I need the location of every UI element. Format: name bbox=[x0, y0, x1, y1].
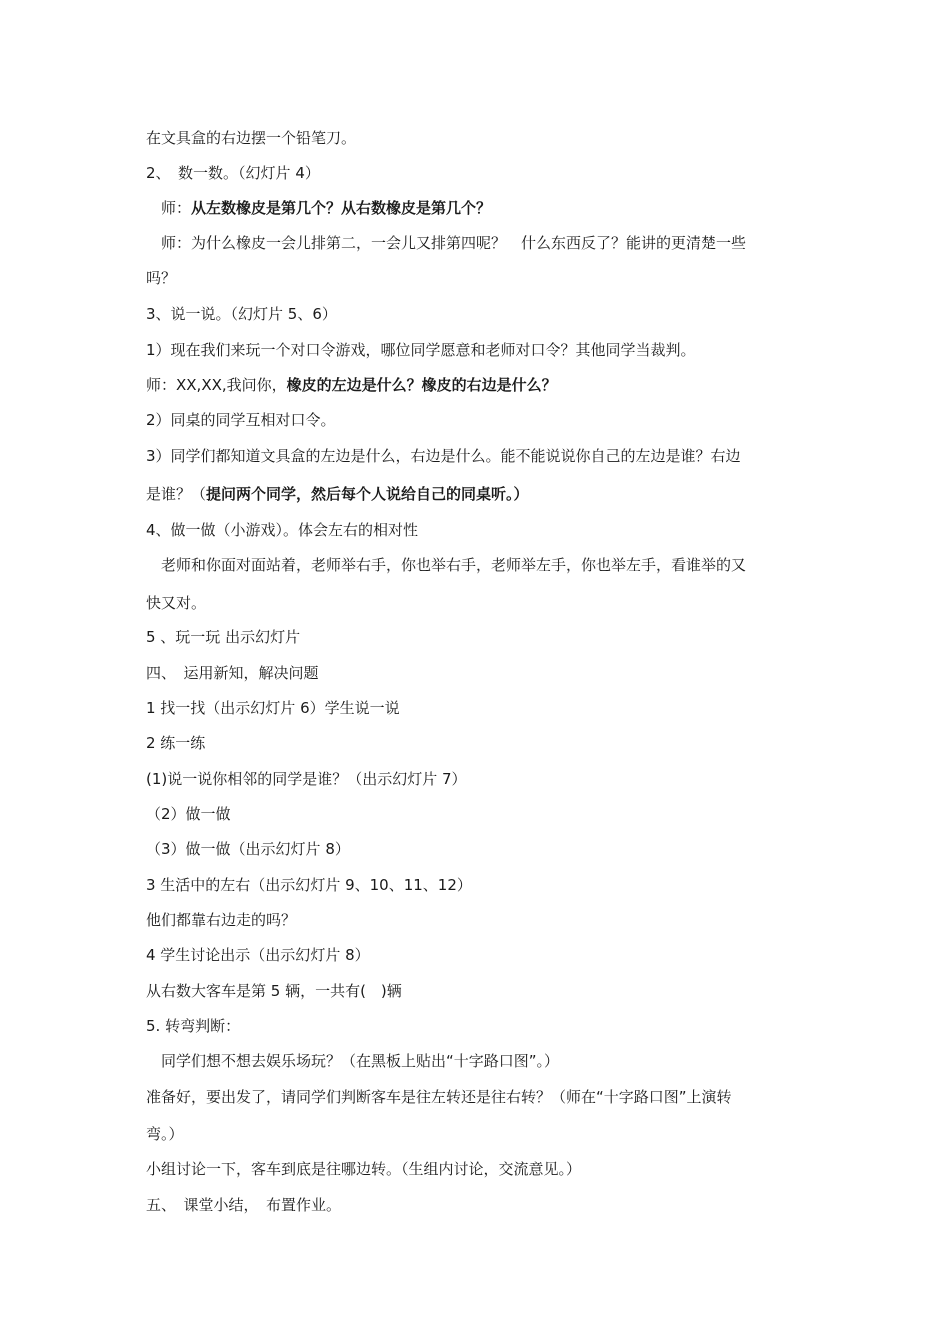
text-line: 在文具盒的右边摆一个铅笔刀。 bbox=[146, 129, 357, 147]
text-line: （3）做一做（出示幻灯片 8） bbox=[146, 840, 350, 858]
text-line: 从右数大客车是第 5 辆，一共有( )辆 bbox=[146, 982, 402, 1000]
text-line: 快又对。 bbox=[146, 594, 207, 612]
speaker-label: 师：XX,XX,我问你， bbox=[146, 376, 287, 394]
text-line: (1)说一说你相邻的同学是谁？（出示幻灯片 7） bbox=[146, 770, 467, 788]
text-line: 五、 课堂小结， 布置作业。 bbox=[146, 1196, 342, 1214]
text-line bbox=[146, 484, 824, 504]
text-line: 吗？ bbox=[146, 269, 177, 287]
text-line: 2、 数一数。（幻灯片 4） bbox=[146, 164, 320, 182]
text-line: 3）同学们都知道文具盒的左边是什么，右边是什么。能不能说说你自己的左边是谁？右边 bbox=[146, 447, 741, 465]
text-line: 5 、玩一玩 出示幻灯片 bbox=[146, 628, 301, 646]
text-line: 1 找一找（出示幻灯片 6）学生说一说 bbox=[146, 699, 400, 717]
text-line: 小组讨论一下，客车到底是往哪边转。（生组内讨论，交流意见。） bbox=[146, 1160, 582, 1178]
text-line: 弯。） bbox=[146, 1125, 184, 1143]
line-lead: 是谁？（ bbox=[146, 485, 207, 503]
text-line: 准备好，要出发了，请同学们判断客车是往左转还是往右转？（师在“十字路口图”上演转 bbox=[146, 1088, 732, 1106]
text-line: 师：为什么橡皮一会儿排第二，一会儿又排第四呢？ 什么东西反了？能讲的更清楚一些 bbox=[146, 234, 747, 252]
text-line: 同学们想不想去娱乐场玩？（在黑板上贴出“十字路口图”。） bbox=[146, 1052, 560, 1070]
text-line: 3、说一说。（幻灯片 5、6） bbox=[146, 305, 337, 323]
bold-instruction: 提问两个同学，然后每个人说给自己的同桌听。） bbox=[206, 485, 529, 503]
text-line: 4、做一做（小游戏）。体会左右的相对性 bbox=[146, 521, 419, 539]
bold-question: 从左数橡皮是第几个？从右数橡皮是第几个？ bbox=[191, 199, 492, 217]
text-line: 4 学生讨论出示（出示幻灯片 8） bbox=[146, 946, 370, 964]
text-line: （2）做一做 bbox=[146, 805, 231, 823]
text-line: 1）现在我们来玩一个对口令游戏，哪位同学愿意和老师对口令？其他同学当裁判。 bbox=[146, 341, 696, 359]
text-line: 四、 运用新知，解决问题 bbox=[146, 664, 319, 682]
text-line: 老师和你面对面站着，老师举右手，你也举右手，老师举左手，你也举左手，看谁举的又 bbox=[146, 556, 747, 574]
text-line bbox=[146, 375, 824, 395]
text-line bbox=[146, 198, 824, 218]
speaker-label: 师： bbox=[146, 199, 192, 217]
text-line: 2）同桌的同学互相对口令。 bbox=[146, 411, 336, 429]
text-line: 他们都靠右边走的吗？ bbox=[146, 911, 297, 929]
text-line: 2 练一练 bbox=[146, 734, 206, 752]
text-line: 5. 转弯判断： bbox=[146, 1017, 241, 1035]
text-line: 3 生活中的左右（出示幻灯片 9、10、11、12） bbox=[146, 876, 472, 894]
bold-question: 橡皮的左边是什么？橡皮的右边是什么？ bbox=[286, 376, 557, 394]
